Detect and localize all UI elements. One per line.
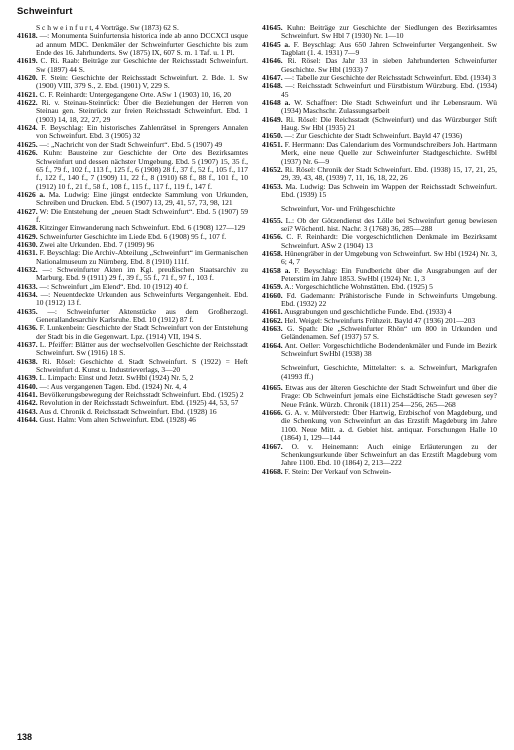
entry-text: G. Spath: Die „Schweinfurter Rhön“ um 800 in Urkunden und Geländenamen. Sef (1937) 57 S. <box>281 324 497 342</box>
entry-text: —: Aus vergangenen Tagen. Ebd. (1924) Nr. 4, 4 <box>39 381 187 391</box>
entry-number: 41638. <box>17 356 38 366</box>
bibliography-entry <box>17 149 248 191</box>
entry-number: 41668. <box>262 466 283 476</box>
bibliography-entry <box>262 217 497 234</box>
entry-text: —: Tabelle zur Geschichte der Reichsstadt Schweinfurt. Ebd. (1934) 3 <box>284 73 497 83</box>
entry-number: 41665. <box>262 383 283 393</box>
entry-number: 41642. <box>17 398 38 408</box>
bibliography-entry <box>262 233 497 250</box>
entry-text: Revolution in der Reichsstadt Schweinfurt. Ebd. (1925) 44, 53, 57 <box>39 398 239 408</box>
entry-text: Ri. Rösel: Die Reichsstadt (Schweinfurt) und das Würzburger Stift Haug. Sw Hbl (1935) 21 <box>281 114 497 133</box>
entry-text: Ri. v. Steinau-Steinrück: Über die Beziehungen der Herren von Steinau gen. Steinrück zur freien Reichsstadt Schweinfurt. Ebd. 1 (1903) 14, 18, 22, 27, 29 <box>36 98 248 124</box>
entry-text: Ant. Oeller: Vorgeschichtliche Bodendenkmäler und Funde im Bezirk Schweinfurt SwHbl (1938) 38 <box>281 340 497 359</box>
bibliography-entry <box>17 324 248 341</box>
entry-number: 41664. <box>262 340 283 350</box>
entry-text: F. Lunkenbein: Geschichte der Stadt Schweinfurt von der Entstehung der Stadt bis in die Gegenwart. Lpz. (1914) VII, 194 S. <box>36 323 248 341</box>
entry-text: Kuhn: Beiträge zur Geschichte der Siedlungen des Bezirksamtes Schweinfurt. Sw Hbl 7 (1930) Nr. 1—10 <box>281 24 497 41</box>
bibliography-entry <box>262 41 497 58</box>
bibliography-entry <box>262 141 497 166</box>
entry-number: 41645 a. <box>262 39 290 49</box>
entry-number: 41630. <box>17 239 38 249</box>
entry-number: 41647. <box>262 73 283 83</box>
entry-text: F. Beyschlag: Aus 650 Jahren Schweinfurter Vergangenheit. Sw Tagblatt (1. 4. 1931) 7—9 <box>281 39 497 58</box>
entry-number: 41625. <box>17 139 38 149</box>
entry-text: F. Beyschlag: Ein Fundbericht über die Ausgrabungen auf der Peterstirn im Jahre 1853. SwHbl (1924) Nr. 1, 3 <box>281 265 497 283</box>
entry-text: —: Schweinfurter Akten im Kgl. preußischen Staatsarchiv zu Marburg. Ebd. 9 (1911) 29 f., 39 f., 55 f., 71 f., 97 f., 103 f. <box>36 264 248 283</box>
entry-text: —: Schweinfurt „im Elend“. Ebd. 10 (1912) 40 f. <box>39 281 189 291</box>
entry-text: Hünengräber in der Umgebung von Schweinfurt. Sw Hbl (1924) Nr. 3, 6; 4, 7 <box>281 248 497 267</box>
entry-number: 41666. <box>262 408 283 418</box>
entry-number: 41618. <box>17 31 38 41</box>
bibliography-entry <box>17 208 248 225</box>
entry-text: Hel. Weigel: Schweinfurts Frühzeit. Bayld 47 (1936) 201—203 <box>284 315 476 325</box>
entry-number: 41648. <box>262 81 283 91</box>
entry-number: 41640. <box>17 381 38 391</box>
bibliography-entry <box>262 99 497 116</box>
entry-number: 41626. <box>17 148 38 158</box>
entry-number: 41649. <box>262 114 283 124</box>
bibliography-entry <box>17 74 248 91</box>
bibliography-entry <box>17 341 248 358</box>
entry-text: Gust. Halm: Vom alten Schweinfurt. Ebd. (1928) 46 <box>39 415 196 425</box>
right-column <box>262 24 497 724</box>
entry-number: 41626 a. <box>17 189 46 199</box>
entry-text: —: Monumenta Suinfurtensia historica inde ab anno DCCXCI usque ad annum MDC. Denkmäler der Schweinfurter Geschichte bis zum Ende des 16. Jahrhunderts. Sw (1875) IX, 607 S. m. 1 Taf. u. 1 Pl. <box>36 31 248 58</box>
section-heading <box>262 364 497 381</box>
bibliography-entry <box>262 250 497 267</box>
bibliography-entry <box>17 57 248 74</box>
entry-number: 41628. <box>17 223 38 233</box>
entry-text: Etwas aus der älteren Geschichte der Stadt Schweinfurt und über die Frage: Ob Schweinfurt jemals eine Eichstädtische Stadt gewesen sey? Neue Fränk. Würzb. Chronik (1811) 254—256, 265—268 <box>281 383 497 409</box>
bibliography-entry <box>262 384 497 409</box>
entry-text: L. Limpach: Einst und Jetzt. SwHbl (1924) Nr. 5, 2 <box>39 373 194 383</box>
entry-text: F. Herrmann: Das Calendarium des Vormundschreibers Joh. Hartmann Merk, eine neue Quelle zur Schweinfurter Stadtgeschichte. SwHbl (1937) Nr. 6—9 <box>281 139 497 166</box>
entry-number: 41648 a. <box>262 98 291 108</box>
bibliography-entry <box>262 116 497 133</box>
entry-text: Fd. Gademann: Prähistorische Funde in Schweinfurts Umgebung. Ebd. (1932) 22 <box>281 290 497 308</box>
entry-number: 41645. <box>262 24 283 32</box>
entry-text: C. Ri. Raab: Beiträge zur Geschichte der Reichsstadt Schweinfurt. Sw (1897) 44 S. <box>36 56 248 74</box>
bibliography-entry <box>17 308 248 325</box>
bibliography-entry <box>262 267 497 284</box>
entry-number: 41661. <box>262 307 283 317</box>
entry-text: F. Beyschlag: Ein historisches Zahlenrätsel in Sprengers Annalen von Schweinfurt. Ebd. 3 (1905) 32 <box>36 123 248 141</box>
bibliography-entry <box>17 416 248 424</box>
bibliography-entry <box>262 443 497 468</box>
entry-number: 41656. <box>262 232 283 242</box>
entry-text: L.: Ob der Götzendienst des Lölle bei Schweinfurt genug bewiesen sei? Wöchentl. hist. Nachr. 3 (1768) 36, 285—288 <box>281 215 497 233</box>
entry-text: Ri. Rösel: Das Jahr 33 in sieben Jahrhunderten Schweinfurter Geschichte. Sw Hbl (1933) 7 <box>281 56 497 74</box>
bibliography-entry <box>17 266 248 283</box>
bibliography-entry <box>17 124 248 141</box>
entry-text: —: „Nachricht von der Stadt Schweinfurt“. Ebd. 5 (1907) 49 <box>39 139 223 149</box>
entry-text: —: Zur Geschichte der Stadt Schweinfurt. Bayld 47 (1936) <box>284 131 463 141</box>
entry-number: 41624. <box>17 123 38 133</box>
entry-text: Ri. Rösel: Chronik der Stadt Schweinfurt. Ebd. (1938) 15, 17, 21, 25, 29, 39, 43, 48, (1939) 7, 11, 16, 18, 22, 26 <box>281 164 497 183</box>
entry-text: W. Schaffner: Die Stadt Schweinfurt und ihr Lebensraum. Wü (1934) Maschschr. Zulassungsarbeit <box>281 98 497 116</box>
entry-number: 41639. <box>17 373 38 383</box>
entry-text: L. Pfeiffer: Blätter aus der wechselvollen Geschichte der Reichsstadt Schweinfurt. Sw (1916) 18 S. <box>36 340 248 358</box>
entry-number: 41651. <box>262 139 283 149</box>
bibliography-entry <box>17 249 248 266</box>
bibliography-entry <box>262 409 497 442</box>
entry-number: 41667. <box>262 441 283 451</box>
entry-number: 41620. <box>17 73 38 83</box>
entry-number: 41663. <box>262 324 283 334</box>
entry-number: 41627. <box>17 206 38 216</box>
bibliography-entry <box>262 342 497 359</box>
entry-text: —: Neuentdeckte Urkunden aus Schweinfurts Vergangenheit. Ebd. 10 (1912) 13 f. <box>36 290 248 308</box>
entry-text: O. v. Heinemann: Auch einige Erläuterungen zu der Schenkungsurkunde über Schweinfurt an das Erzstift Magdeburg vom Jahre 1100. Ebd. 10 (1864) 2, 213—222 <box>281 441 497 468</box>
entry-number: 41644. <box>17 415 38 425</box>
entry-text: G. A. v. Mülverstedt: Über Hartwig, Erzbischof von Magdeburg, und die Schenkung von Schweinfurt an das Erzstift Magdeburg im Jahre 1100. Neue Mitt. a. d. Gebiet hist. antiquar. Forschungen Halle 10 (1864) 1, 129—144 <box>281 408 497 443</box>
entry-number: 41643. <box>17 406 38 416</box>
section-heading <box>262 205 497 213</box>
left-column <box>17 24 248 724</box>
entry-number: 41653. <box>262 181 283 191</box>
entry-number: 41650. <box>262 131 283 141</box>
entry-text: Kitzinger Einwanderung nach Schweinfurt. Ebd. 6 (1908) 127—129 <box>39 223 246 233</box>
entry-text: —: Reichsstadt Schweinfurt und Fürstbistum Würzburg. Ebd. (1934) 45 <box>281 81 497 99</box>
bibliography-entry <box>262 183 497 200</box>
page-number: 138 <box>17 732 33 742</box>
entry-number: 41633. <box>17 281 38 291</box>
entry-text: A.: Vorgeschichtliche Wohnstätten. Ebd. (1925) 5 <box>284 282 433 292</box>
entry-number: 41658. <box>262 248 283 258</box>
entry-number: 41660. <box>262 290 283 300</box>
bibliography-entry <box>17 291 248 308</box>
entry-number: 41631. <box>17 248 38 258</box>
entry-number: 41636. <box>17 323 38 333</box>
entry-number: 41646. <box>262 56 283 66</box>
bibliography-entry <box>262 166 497 183</box>
entry-text: Aus d. Chronik d. Reichsstadt Schweinfurt. Ebd. (1928) 16 <box>39 406 217 416</box>
section-heading-text: Schweinfurt, Geschichte, Mittelalter: s. a. Schweinfurt, Markgrafen (41993 ff.) <box>281 363 497 381</box>
entry-text: F. Stein: Der Verkauf von Schwein- <box>284 466 392 476</box>
entry-text: C. F. Reinhardt: Die vorgeschichtlichen Denkmale im Bezirksamt Schweinfurt. ASw 2 (1904) 13 <box>281 232 497 250</box>
bibliography-entry <box>262 57 497 74</box>
entry-text: Ma. Ludwig: Das Schwein im Wappen der Reichsstadt Schweinfurt. Ebd. (1939) 15 <box>281 181 497 199</box>
bibliography-entry <box>262 292 497 309</box>
bibliography-entry <box>262 82 497 99</box>
entry-number: 41655. <box>262 215 283 225</box>
entry-text: Ri. Rösel: Geschichte d. Stadt Schweinfurt. S (1922) = Heft Schweinfurt d. Kunst u. Industrieverlags, 3—20 <box>36 356 248 375</box>
entry-number: 41635. <box>17 306 38 316</box>
entry-number: 41659. <box>262 282 283 292</box>
section-heading-text: Schweinfurt, Vor- und Frühgeschichte <box>281 204 396 214</box>
entry-text: S c h w e i n f u r t, 4 Vorträge. Sw (1873) 62 S. <box>36 24 179 32</box>
entry-number: 41662. <box>262 315 283 325</box>
bibliography-entry <box>262 325 497 342</box>
entry-number: 41634. <box>17 290 38 299</box>
entry-text: Ma. Ludwig: Eine jüngst entdeckte Sammlung von Urkunden, Schreiben und Drucken. Ebd. 5 (1907) 13, 29, 41, 57, 73, 98, 121 <box>36 189 248 208</box>
entry-text: Zwei alte Urkunden. Ebd. 7 (1909) 96 <box>39 239 155 249</box>
bibliography-entry <box>17 32 248 57</box>
entry-number: 41629. <box>17 231 38 241</box>
entry-text: Schweinfurter Geschichte im Liede Ebd. 6 (1908) 95 f., 107 f. <box>39 231 227 241</box>
entry-text: F. Stein: Geschichte der Reichsstadt Schweinfurt. 2. Bde. 1. Sw (1900) VIII, 379 S., 2. Ebd. (1901) V, 229 S. <box>36 73 248 91</box>
bibliography-entry <box>17 191 248 208</box>
entry-text: Bevölkerungsbewegung der Reichsstadt Schweinfurt. Ebd. (1925) 2 <box>39 390 244 400</box>
entry-text: W: Die Entstehung der „neuen Stadt Schweinfurt“. Ebd. 5 (1907) 59 f. <box>36 206 248 224</box>
entry-number: 41658 a. <box>262 265 291 275</box>
bibliography-entry <box>17 358 248 375</box>
entry-number: 41621. <box>17 89 38 99</box>
entry-number: 41652. <box>262 164 283 174</box>
entry-text: Ausgrabungen und geschichtliche Funde. Ebd. (1933) 4 <box>284 307 452 317</box>
running-header: Schweinfurt <box>17 6 73 17</box>
bibliography-entry <box>17 99 248 124</box>
entry-text: F. Beyschlag: Die Archiv-Abteilung „Schweinfurt“ im Germanischen Nationalmuseum zu Nürnberg. Ebd. 8 (1910) 111f. <box>36 248 248 266</box>
entry-text: —: Schweinfurter Aktenstücke aus dem Großherzogl. Generallandesarchiv Karlsruhe. Ebd. 10 (1912) 87 f. <box>36 306 248 325</box>
entry-number: 41622. <box>17 98 38 108</box>
bibliography-entry <box>262 468 497 476</box>
entry-text: Kuhn: Bausteine zur Geschichte der Orte des Bezirksamtes Schweinfurt und dessen nächster Umgebung. Ebd. 5 (1907) 15, 35 f., 65 f., 79 f., 102 f., 113 f., 125 f., 6 (1908) 28 f., 37 f., 52 f., 105 f., 117 f., 122 f., 140 f., 7 (1909) 11, 22 f., 8 (1910) 68 f., 88 f., 101 f., 10 (1912) 10 f., 21 f., 58 f., 108 f., 115 f., 117 f., 119 f., 147 f. <box>36 148 248 191</box>
entry-number: 41619. <box>17 56 38 66</box>
entry-number: 41637. <box>17 340 38 350</box>
entry-number: 41641. <box>17 390 38 400</box>
entry-text: C. F. Reinhardt: Untergegangene Orte. ASw 1 (1903) 10, 16, 20 <box>39 89 232 99</box>
bibliography-entry <box>262 24 497 41</box>
entry-number: 41632. <box>17 264 38 274</box>
